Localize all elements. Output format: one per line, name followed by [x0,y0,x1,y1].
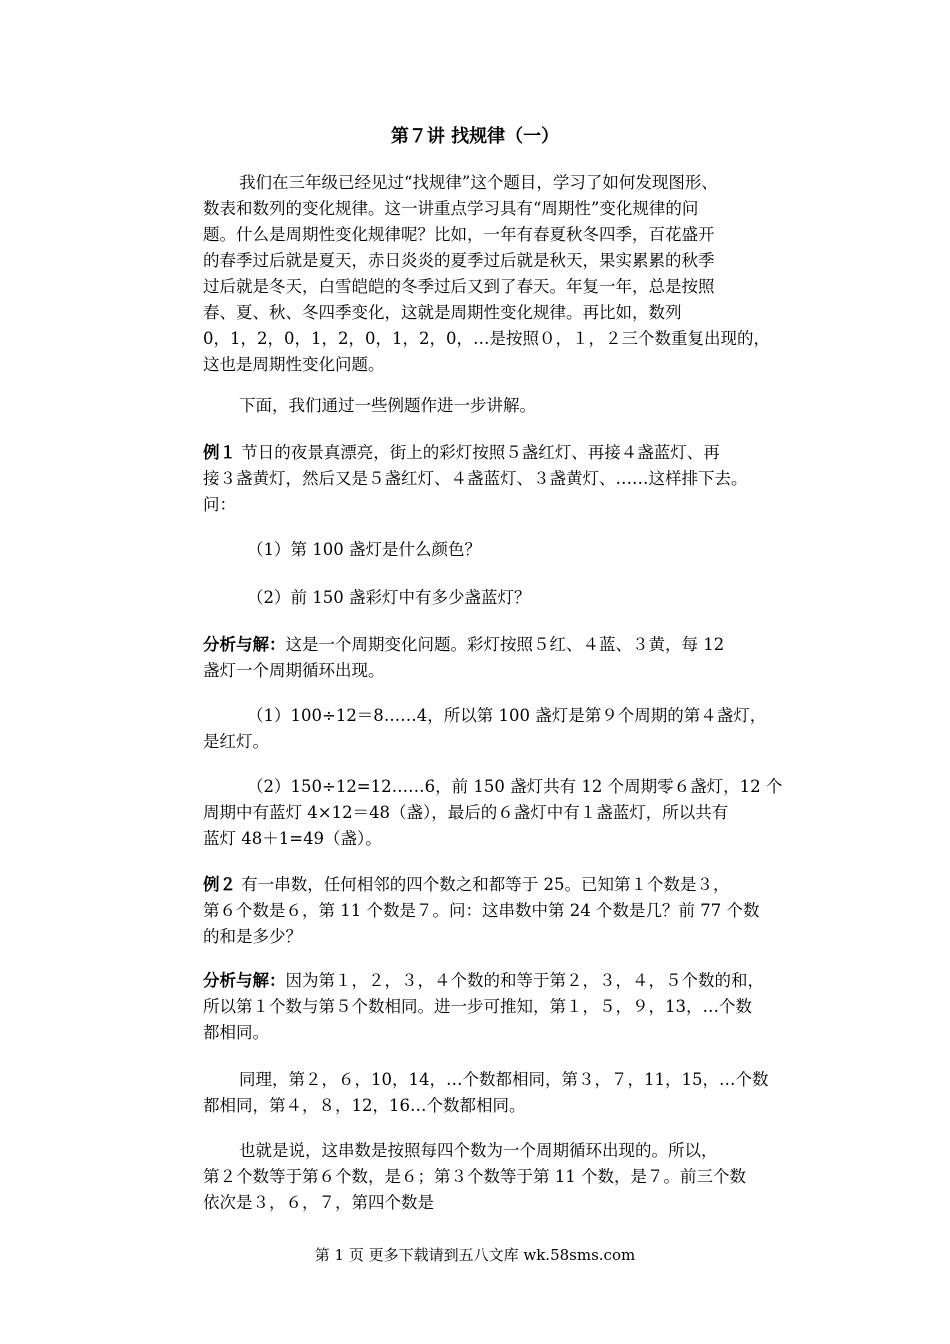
example-2-line: 第６个数是６，第 11 个数是７。问：这串数中第 24 个数是几？前 77 个数 [203,901,760,920]
example-2-label: 例２ [203,875,236,894]
analysis-1 [203,632,813,684]
question-line: （1）第 100 盏灯是什么颜色？ [247,540,481,559]
analysis-2-part-1 [203,1067,813,1119]
analysis-1-part-2-line: 周期中有蓝灯 4×12＝48（盏），最后的６盏灯中有１盏蓝灯，所以共有 [203,803,729,822]
example-1 [203,440,813,518]
example-1-label: 例１ [203,443,236,462]
analysis-2-part-1-line: 都相同，第４，８，12，16…个数都相同。 [203,1096,526,1115]
intro-line: 过后就是冬天，白雪皑皑的冬季过后又到了春天。年复一年，总是按照 [203,277,715,296]
transition-line: 下面，我们通过一些例题作进一步讲解。 [239,396,536,415]
analysis-2-part-2-line: 也就是说，这串数是按照每四个数为一个周期循环出现的。所以， [239,1141,718,1160]
analysis-1-part-1-line: 是红灯。 [203,732,269,751]
example-1-line: 接３盏黄灯，然后又是５盏红灯、４盏蓝灯、３盏黄灯、……这样排下去。 [203,469,748,488]
analysis-1-line: 盏灯一个周期循环出现。 [203,661,385,680]
example-2-line: 的和是多少？ [203,927,302,946]
analysis-2-part-2 [203,1138,813,1216]
example-1-question-2 [203,585,813,611]
page-footer: 第 1 页 更多下载请到五八文库 wk.58sms.com [314,1246,636,1264]
example-1-line: 节日的夜景真漂亮，街上的彩灯按照５盏红灯、再接４盏蓝灯、再 [236,443,720,462]
example-1-question-1 [203,537,813,563]
example-1-line: 问： [203,495,236,514]
intro-line: 0，1，2，0，1，2，0，1，2，0，…是按照０，１，２三个数重复出现的， [203,329,770,348]
analysis-1-part-1 [203,703,813,755]
analysis-1-part-2-line: （2）150÷12=12……6，前 150 盏灯共有 12 个周期零６盏灯，12 个 [247,777,783,796]
analysis-1-label: 分析与解： [203,635,286,654]
analysis-1-part-1-line: （1）100÷12＝8……4，所以第 100 盏灯是第９个周期的第４盏灯， [247,706,767,725]
analysis-2-label: 分析与解： [203,971,286,990]
intro-line: 我们在三年级已经见过“找规律”这个题目，学习了如何发现图形、 [239,173,718,192]
analysis-1-part-2-line: 蓝灯 48＋1=49（盏）。 [203,829,382,848]
transition-paragraph [203,393,813,419]
analysis-2-part-1-line: 同理，第２，６，10，14，…个数都相同，第３，７，11，15，…个数 [239,1070,769,1089]
intro-line: 的春季过后就是夏天，赤日炎炎的夏季过后就是秋天，果实累累的秋季 [203,251,715,270]
analysis-2-part-2-line: 第２个数等于第６个数，是６；第３个数等于第 11 个数，是７。前三个数 [203,1167,746,1186]
analysis-2-line: 所以第１个数与第５个数相同。进一步可推知，第１，５，９，13，…个数 [203,997,752,1016]
intro-line: 这也是周期性变化问题。 [203,355,385,374]
question-line: （2）前 150 盏彩灯中有多少盏蓝灯？ [247,588,531,607]
analysis-2-line: 因为第１，２，３，４个数的和等于第２，３，４，５个数的和， [285,971,764,990]
intro-line: 题。什么是周期性变化规律呢？比如，一年有春夏秋冬四季，百花盛开 [203,225,715,244]
intro-line: 数表和数列的变化规律。这一讲重点学习具有“周期性”变化规律的问 [203,199,699,218]
analysis-2-line: 都相同。 [203,1023,269,1042]
intro-paragraph [203,170,813,378]
example-2-line: 有一串数，任何相邻的四个数之和都等于 25。已知第１个数是３， [236,875,730,894]
example-2 [203,872,813,950]
analysis-1-part-2 [203,774,813,852]
analysis-2-part-2-line: 依次是３，６，７，第四个数是 [203,1193,434,1212]
intro-line: 春、夏、秋、冬四季变化，这就是周期性变化规律。再比如，数列 [203,303,682,322]
analysis-2 [203,968,813,1046]
analysis-1-line: 这是一个周期变化问题。彩灯按照５红、４蓝、３黄，每 12 [285,635,725,654]
lesson-title: 第７讲 找规律（一） [390,126,560,147]
